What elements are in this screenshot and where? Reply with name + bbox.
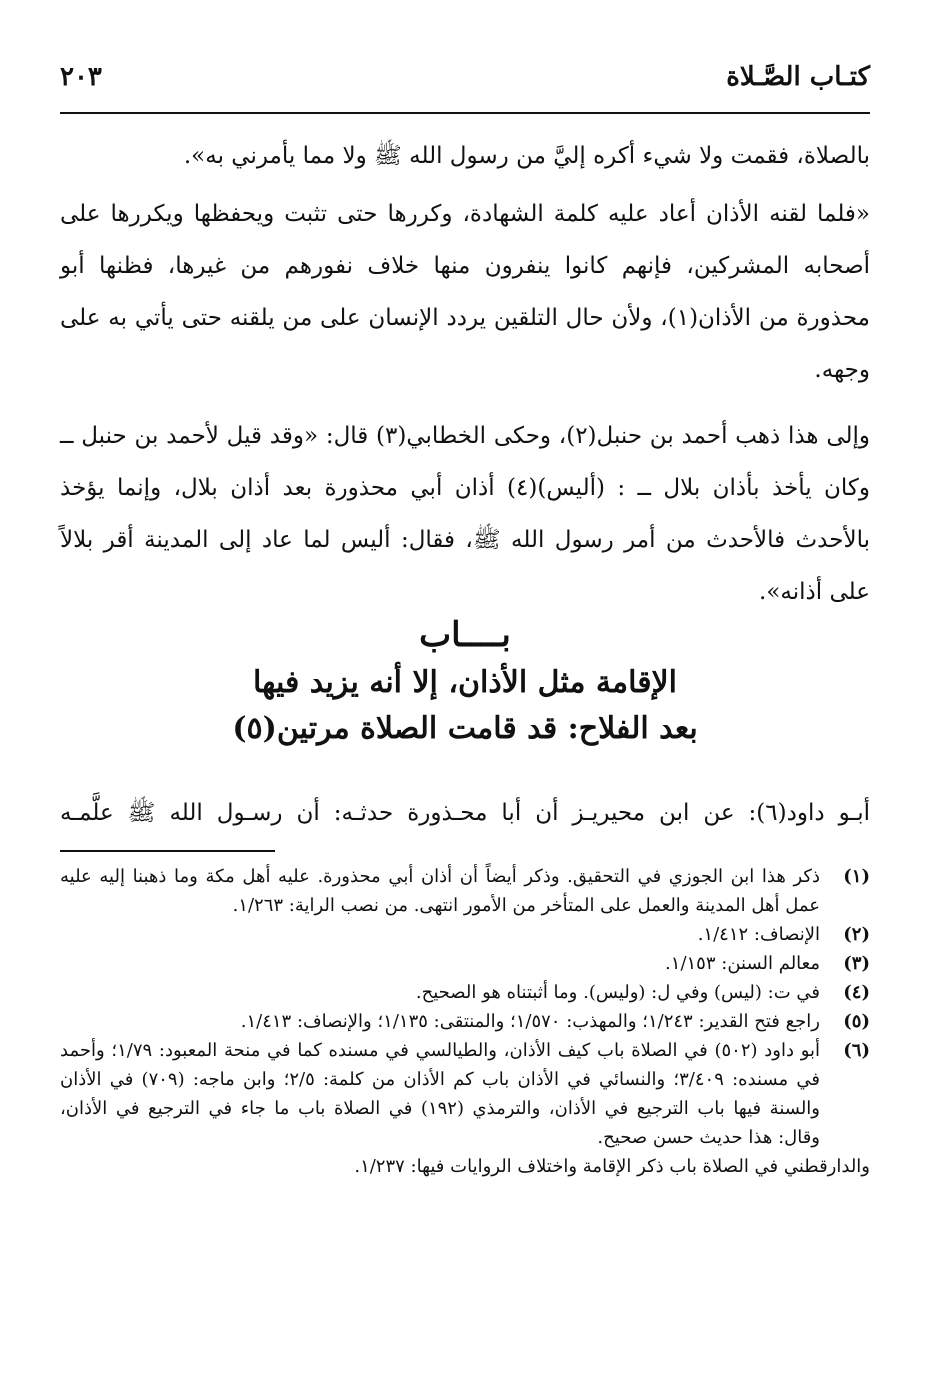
footnote-text: راجع فتح القدير: ١/٢٤٣؛ والمهذب: ١/٥٧٠؛ والمنتقى: ١/١٣٥؛ والإنصاف: ١/٤١٣. — [240, 1011, 820, 1032]
footnote-text: معالم السنن: ١/١٥٣. — [665, 953, 820, 974]
footnote-2 — [60, 920, 870, 949]
page-number: ٢٠٣ — [60, 62, 102, 92]
chapter-heading — [60, 610, 870, 752]
chapter-word: بــــاب — [419, 615, 511, 655]
footnote-number: (٥) — [843, 1011, 870, 1032]
footnote-5 — [60, 1007, 870, 1036]
footnote-1 — [60, 862, 870, 920]
footnote-separator — [60, 850, 275, 852]
paragraph-3: وإلى هذا ذهب أحمد بن حنبل(٢)، وحكى الخطابي(٣) قال: «وقد قيل لأحمد بن حنبل ــ وكان يأخذ بأذان بلال ــ : (أليس)(٤) أذان أبي محذورة بعد أذان بلال، وإنما يؤخذ بالأحدث فالأحدث من أمر رسول الله ﷺ، فقال: أليس لما عاد إلى المدينة أقر بلالاً على أذانه». — [60, 423, 870, 605]
running-title: كتـاب الصَّـلاة — [726, 62, 870, 92]
chapter-title-line-1: الإقامة مثل الأذان، إلا أنه يزيد فيها — [252, 665, 677, 700]
footnote-6 — [60, 1036, 870, 1152]
footnotes — [60, 862, 870, 1181]
hadith-text: أبـو داود(٦): عن ابن محيريـز أن أبا محـذورة حدثـه: أن رسـول الله ﷺ علَّمـه — [60, 800, 870, 826]
book-page — [60, 50, 870, 1350]
paragraph-1: بالصلاة، فقمت ولا شيء أكره إليَّ من رسول الله ﷺ ولا مما يأمرني به». — [183, 143, 870, 169]
footnote-number: (٦) — [843, 1040, 870, 1061]
main-text — [60, 130, 870, 618]
footnote-6-continuation: والدارقطني في الصلاة باب ذكر الإقامة واختلاف الروايات فيها: ١/٢٣٧. — [354, 1156, 870, 1177]
paragraph-2: «فلما لقنه الأذان أعاد عليه كلمة الشهادة، وكررها حتى تثبت ويحفظها ويكررها على أصحابه المشركين، فإنهم كانوا ينفرون منها خلاف نفورهم من غيرها، فظنها أبو محذورة من الأذان(١)، ولأن حال التلقين يردد الإنسان على من يلقنه حتى يأتي به على وجهه. — [60, 201, 870, 383]
footnote-number: (٣) — [843, 953, 870, 974]
footnote-text: ذكر هذا ابن الجوزي في التحقيق. وذكر أيضاً أن أذان أبي محذورة. عليه أهل مكة وما ذهبنا إليه عليه عمل أهل المدينة والعمل على المتأخر من الأمور انتهى. من نصب الراية: ١/٢٦٣. — [60, 866, 820, 916]
footnote-3 — [60, 949, 870, 978]
footnote-4 — [60, 978, 870, 1007]
header-rule — [60, 112, 870, 114]
footnote-number: (٤) — [843, 982, 870, 1003]
footnote-number: (١) — [843, 866, 870, 887]
footnote-text: الإنصاف: ١/٤١٢. — [697, 924, 820, 945]
footnote-text: أبو داود (٥٠٢) في الصلاة باب كيف الأذان، والطيالسي في مسنده كما في منحة المعبود: ١/٧٩؛ وأحمد في مسنده: ٣/٤٠٩؛ والنسائي في الأذان باب كم الأذان من كلمة: ٢/٥؛ وابن ماجه: (٧٠٩) في الأذان والسنة فيها باب الترجيع في الأذان، والترمذي (١٩٢) في الصلاة باب ما جاء في الترجيع في الأذان، وقال: هذا حديث حسن صحيح. — [60, 1040, 821, 1148]
page-header — [60, 62, 870, 102]
footnote-text: في ت: (ليس) وفي ل: (وليس). وما أثبتناه هو الصحيح. — [415, 982, 820, 1003]
chapter-title-line-2: بعد الفلاح: قد قامت الصلاة مرتين(٥) — [232, 711, 698, 746]
footnote-number: (٢) — [843, 924, 870, 945]
